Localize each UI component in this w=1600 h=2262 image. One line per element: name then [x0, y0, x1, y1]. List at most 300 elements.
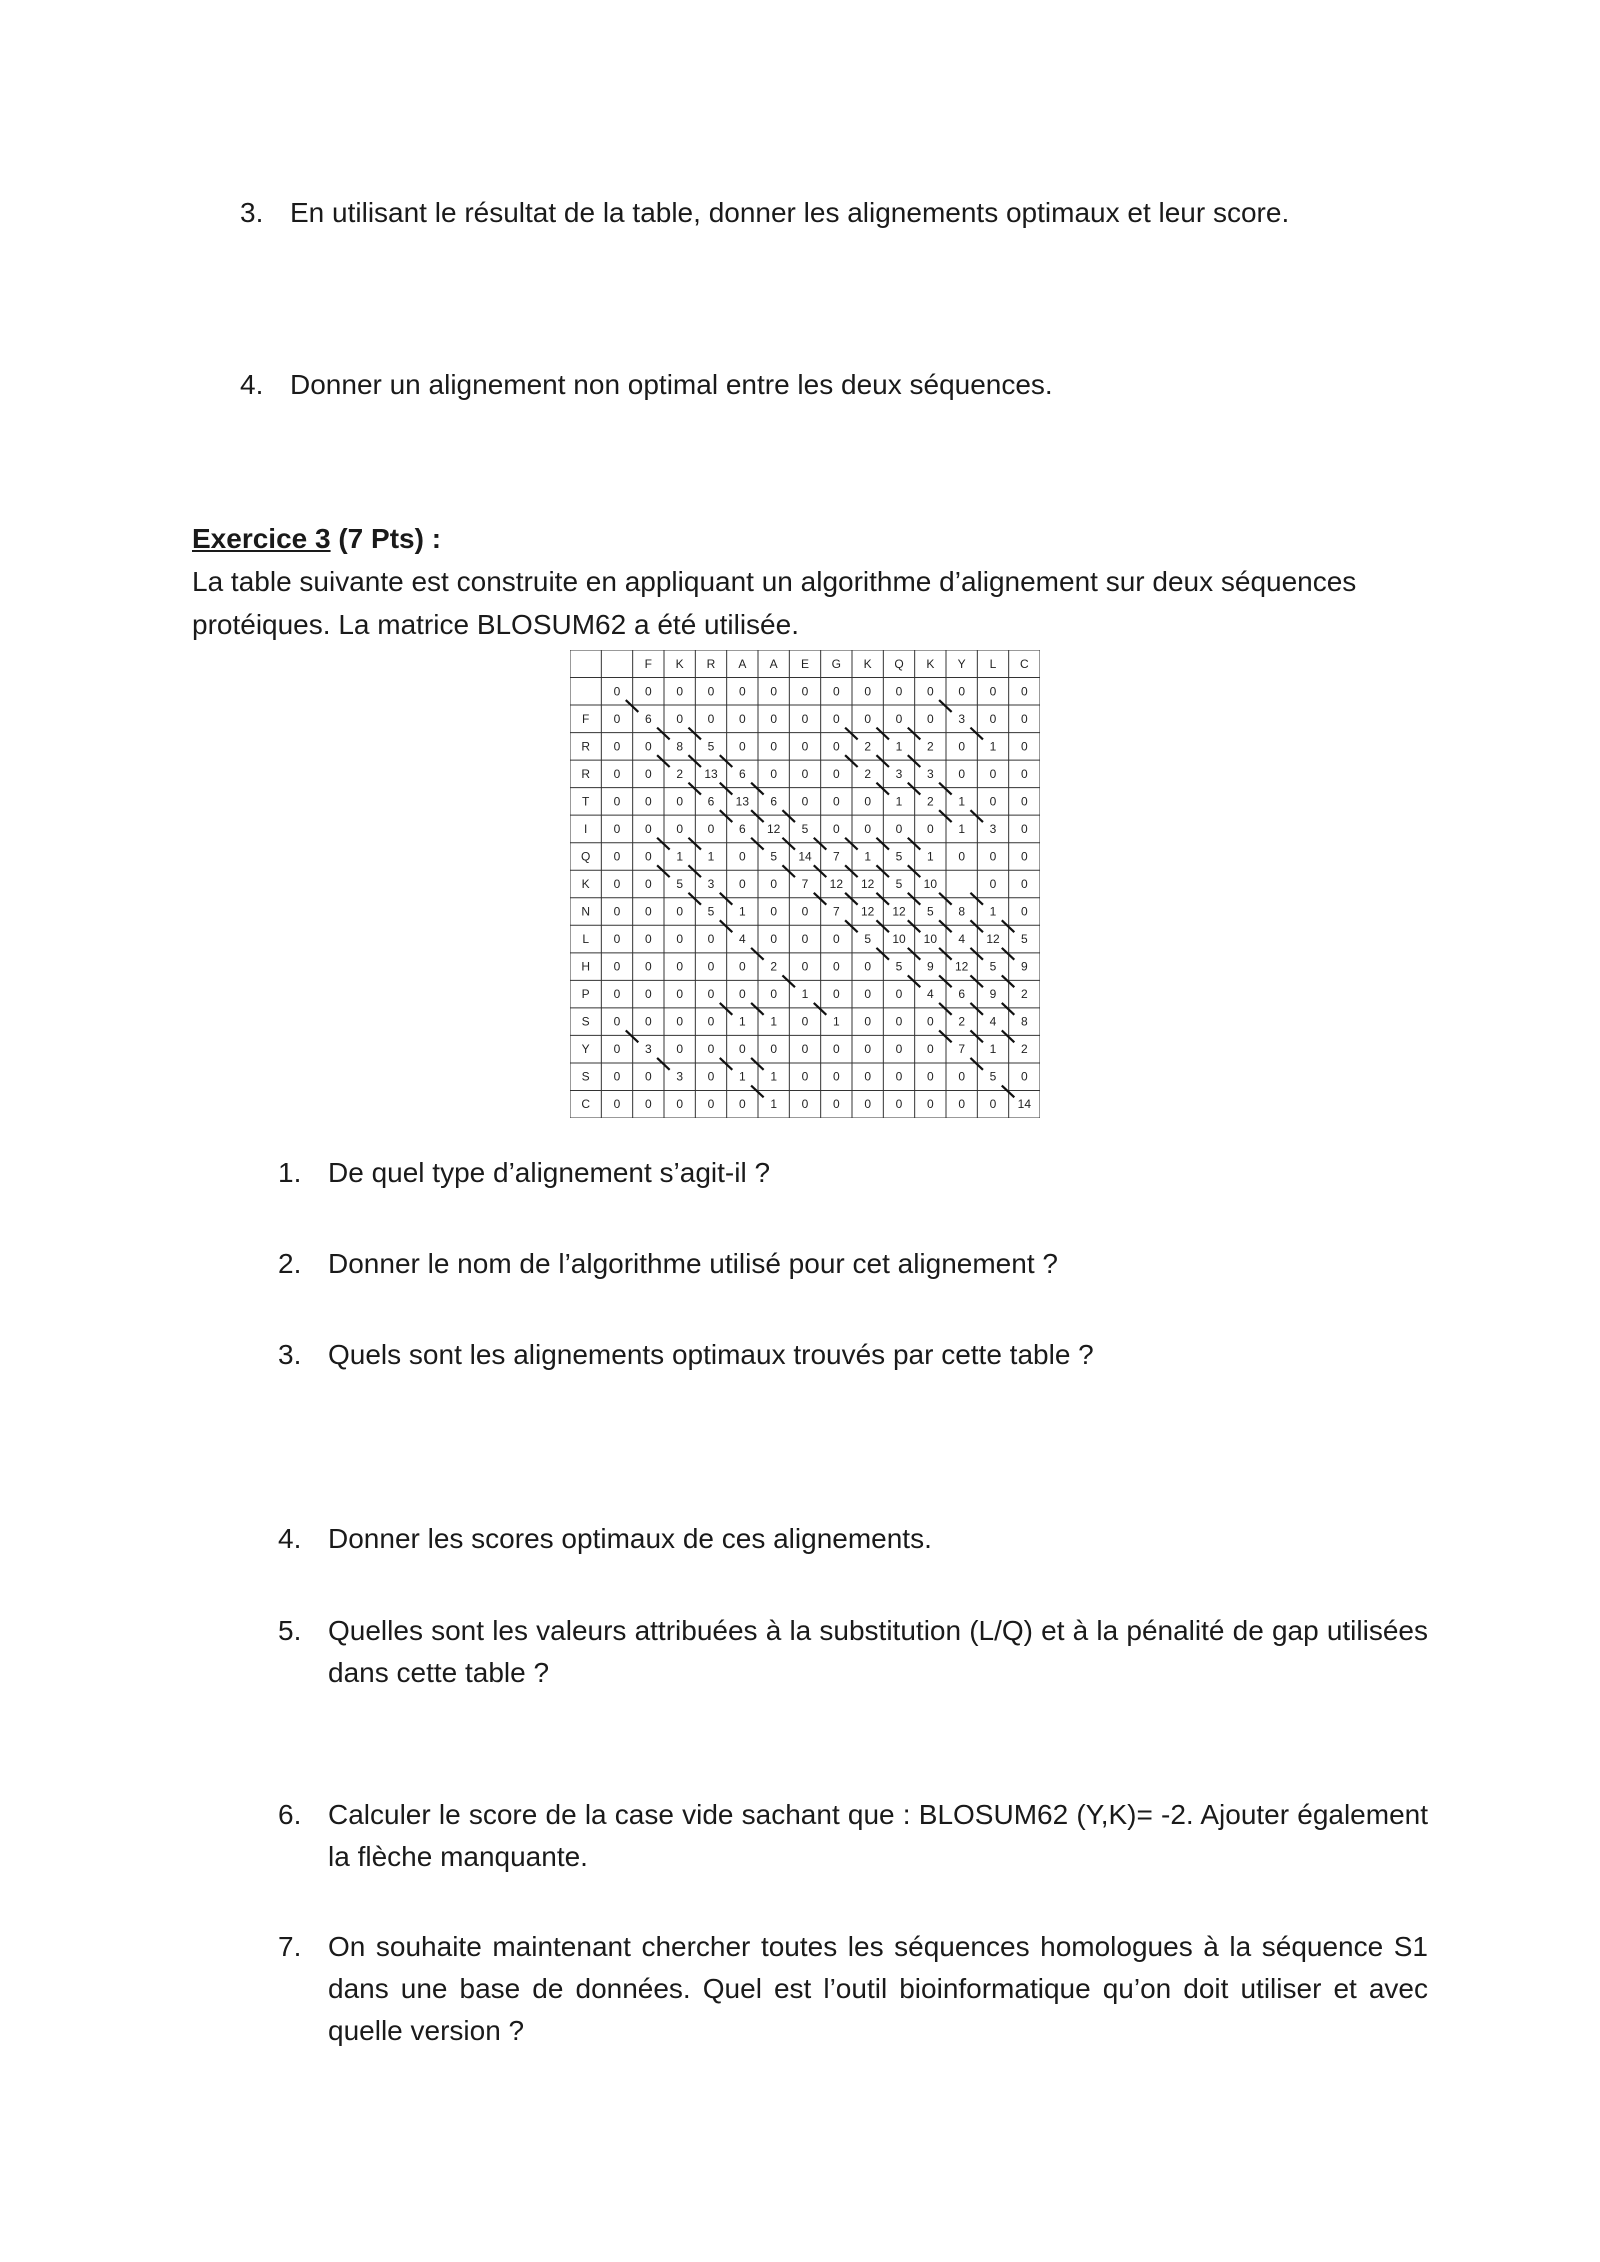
matrix-cell: 0 — [644, 849, 652, 864]
matrix-cell: 4 — [989, 1014, 997, 1029]
traceback-arrow — [720, 920, 733, 932]
traceback-arrow — [845, 838, 858, 850]
matrix-cell: 0 — [1020, 794, 1028, 809]
matrix-cell: 0 — [676, 711, 684, 726]
matrix-row-header: H — [581, 959, 591, 974]
matrix-cell: 5 — [895, 959, 903, 974]
matrix-cell: 1 — [832, 1014, 840, 1029]
matrix-cell: 12 — [829, 877, 844, 891]
matrix-cell: 0 — [770, 711, 778, 726]
matrix-cell: 6 — [958, 987, 966, 1002]
matrix-cell: 0 — [989, 711, 997, 726]
matrix-cell: 0 — [832, 684, 840, 699]
matrix-cell: 1 — [895, 739, 903, 754]
matrix-cell: 2 — [1020, 987, 1028, 1002]
matrix-cell: 14 — [798, 849, 812, 864]
exercise-intro: La table suivante est construite en appliquant un algorithme d’alignement sur deux séquences protéiques. La matrice BLOSUM62 a été utilisée. — [192, 566, 1357, 640]
question-number: 7. — [278, 1931, 302, 1962]
matrix-cell: 0 — [676, 1097, 684, 1112]
matrix-cell: 0 — [989, 1097, 997, 1112]
matrix-cell: 0 — [644, 821, 652, 836]
matrix-cell: 0 — [958, 1097, 966, 1112]
matrix-cell: 5 — [895, 849, 903, 864]
traceback-arrow — [845, 893, 858, 905]
matrix-cell: 12 — [766, 821, 781, 836]
matrix-cell: 0 — [707, 1014, 715, 1029]
matrix-cell: 0 — [958, 849, 966, 864]
matrix-cell: 0 — [770, 987, 778, 1002]
matrix-cell: 0 — [644, 766, 652, 781]
matrix-cell: 0 — [801, 1042, 809, 1057]
matrix-cell: 1 — [958, 821, 966, 836]
matrix-cell: 10 — [923, 932, 938, 947]
traceback-arrow — [751, 1003, 764, 1015]
matrix-cell: 0 — [864, 821, 872, 836]
matrix-cell: 0 — [738, 1042, 746, 1057]
matrix-row-header: T — [581, 794, 590, 809]
traceback-arrow — [720, 810, 733, 822]
matrix-cell: 7 — [832, 849, 840, 864]
question-number: 3. — [278, 1339, 302, 1370]
matrix-cell: 0 — [707, 932, 715, 947]
matrix-row-header: I — [583, 821, 588, 836]
matrix-cell: 0 — [832, 959, 840, 974]
matrix-cell: 5 — [989, 1069, 997, 1084]
matrix-cell: 0 — [801, 766, 809, 781]
matrix-cell: 0 — [644, 904, 652, 919]
matrix-cell: 4 — [958, 932, 966, 947]
matrix-cell: 4 — [926, 987, 934, 1002]
matrix-cell: 0 — [738, 959, 746, 974]
matrix-cell: 0 — [801, 959, 809, 974]
traceback-arrow — [720, 783, 733, 795]
question-4 — [278, 1518, 1428, 1560]
matrix-cell: 2 — [676, 766, 684, 781]
matrix-cell: 12 — [892, 904, 906, 919]
matrix-cell: 0 — [676, 959, 684, 974]
matrix-cell: 1 — [770, 1014, 778, 1029]
matrix-cell: 0 — [832, 794, 840, 809]
matrix-cell: 0 — [644, 739, 652, 754]
matrix-cell: 0 — [801, 739, 809, 754]
matrix-cell: 0 — [801, 932, 809, 947]
matrix-cell: 0 — [707, 684, 715, 699]
traceback-arrow — [970, 810, 983, 822]
matrix-col-header: A — [769, 656, 778, 671]
matrix-cell: 8 — [958, 904, 966, 919]
matrix-cell: 1 — [676, 849, 684, 864]
matrix-cell: 9 — [989, 987, 997, 1002]
matrix-cell: 0 — [926, 1042, 934, 1057]
matrix-cell: 0 — [738, 739, 746, 754]
traceback-arrow — [751, 1058, 764, 1070]
traceback-arrow — [688, 865, 701, 877]
question-text: Donner un alignement non optimal entre les deux séquences. — [290, 369, 1053, 400]
matrix-cell: 0 — [770, 766, 778, 781]
traceback-arrow — [970, 920, 983, 932]
question-text: De quel type d’alignement s’agit-il ? — [328, 1157, 771, 1188]
matrix-cell: 0 — [644, 877, 652, 891]
matrix-row-header: Y — [581, 1042, 590, 1057]
matrix-cell: 13 — [735, 794, 750, 809]
matrix-cell: 0 — [801, 1014, 809, 1029]
traceback-arrow — [845, 755, 858, 767]
matrix-cell: 0 — [613, 1014, 621, 1029]
matrix-cell: 5 — [864, 932, 872, 947]
matrix-cell: 0 — [613, 684, 621, 699]
matrix-cell: 5 — [707, 904, 715, 919]
question-1 — [278, 1152, 1428, 1194]
traceback-arrow — [939, 810, 952, 822]
matrix-cell: 8 — [1020, 1014, 1028, 1029]
matrix-cell: 0 — [864, 959, 872, 974]
matrix-cell: 0 — [738, 849, 746, 864]
matrix-cell: 0 — [864, 1097, 872, 1112]
matrix-cell: 2 — [770, 959, 778, 974]
matrix-cell: 0 — [676, 904, 684, 919]
matrix-cell: 0 — [1020, 766, 1028, 781]
matrix-cell: 1 — [864, 849, 872, 864]
matrix-cell: 0 — [1020, 849, 1028, 864]
matrix-cell: 0 — [613, 904, 621, 919]
matrix-cell: 0 — [644, 684, 652, 699]
matrix-cell: 0 — [801, 904, 809, 919]
matrix-cell: 0 — [832, 1042, 840, 1057]
matrix-cell: 3 — [707, 877, 715, 891]
matrix-cell: 1 — [738, 904, 746, 919]
matrix-cell: 14 — [1017, 1097, 1032, 1112]
matrix-cell: 1 — [989, 1042, 997, 1057]
matrix-col-header: A — [738, 656, 747, 671]
traceback-arrow — [876, 920, 889, 932]
matrix-cell: 0 — [801, 684, 809, 699]
matrix-cell: 0 — [926, 1069, 934, 1084]
matrix-cell: 0 — [613, 932, 621, 947]
matrix-cell: 12 — [954, 959, 969, 974]
traceback-arrow — [845, 728, 858, 740]
question-7 — [278, 1926, 1428, 2056]
question-text: Donner le nom de l’algorithme utilisé pour cet alignement ? — [328, 1248, 1058, 1279]
matrix-cell: 0 — [989, 684, 997, 699]
matrix-cell: 3 — [644, 1042, 652, 1057]
matrix-cell: 0 — [738, 684, 746, 699]
matrix-cell: 0 — [676, 684, 684, 699]
matrix-cell: 0 — [832, 711, 840, 726]
traceback-arrow — [970, 1058, 983, 1070]
question-text: Quelles sont les valeurs attribuées à la substitution (L/Q) et à la pénalité de gap utilisées dans cette table ? — [328, 1615, 1428, 1688]
traceback-arrow — [845, 920, 858, 932]
traceback-arrow — [876, 838, 889, 850]
traceback-arrow — [908, 783, 921, 795]
matrix-cell: 0 — [644, 932, 652, 947]
traceback-arrow — [908, 975, 921, 987]
traceback-arrow — [688, 755, 701, 767]
matrix-cell: 0 — [895, 711, 903, 726]
traceback-arrow — [1002, 920, 1015, 932]
matrix-row-header: N — [581, 904, 591, 919]
matrix-cell: 6 — [644, 711, 652, 726]
matrix-cell: 0 — [676, 1014, 684, 1029]
matrix-cell: 9 — [926, 959, 934, 974]
matrix-cell: 0 — [864, 684, 872, 699]
matrix-cell: 0 — [613, 711, 621, 726]
matrix-col-header: K — [863, 656, 872, 671]
matrix-row-header: P — [581, 987, 590, 1002]
matrix-cell: 0 — [958, 1069, 966, 1084]
traceback-arrow — [657, 865, 670, 877]
matrix-cell: 0 — [864, 1069, 872, 1084]
matrix-cell: 12 — [860, 904, 875, 919]
matrix-cell: 0 — [707, 1069, 715, 1084]
matrix-row-header: C — [581, 1097, 591, 1112]
matrix-cell: 0 — [1020, 739, 1028, 754]
matrix-cell: 0 — [676, 794, 684, 809]
matrix-cell: 5 — [895, 877, 903, 891]
matrix-cell: 0 — [644, 959, 652, 974]
matrix-cell: 1 — [738, 1069, 746, 1084]
traceback-arrow — [908, 838, 921, 850]
matrix-cell: 13 — [704, 766, 718, 781]
matrix-cell: 0 — [644, 1097, 652, 1112]
matrix-cell: 1 — [895, 794, 903, 809]
matrix-cell: 6 — [770, 794, 778, 809]
matrix-cell: 5 — [801, 821, 809, 836]
matrix-cell: 1 — [738, 1014, 746, 1029]
matrix-cell: 0 — [864, 987, 872, 1002]
traceback-arrow — [939, 1003, 952, 1015]
matrix-cell: 10 — [923, 877, 938, 891]
traceback-arrow — [751, 810, 764, 822]
matrix-cell: 5 — [676, 877, 684, 891]
matrix-cell: 0 — [738, 877, 746, 891]
matrix-cell: 5 — [926, 904, 934, 919]
matrix-cell: 0 — [895, 1042, 903, 1057]
question-text: Calculer le score de la case vide sachant que : BLOSUM62 (Y,K)= -2. Ajouter également la flèche manquante. — [328, 1799, 1428, 1872]
traceback-arrow — [751, 783, 764, 795]
matrix-cell: 0 — [613, 1042, 621, 1057]
matrix-cell: 12 — [860, 877, 875, 891]
matrix-cell: 5 — [989, 959, 997, 974]
matrix-cell: 0 — [832, 987, 840, 1002]
question-number: 5. — [278, 1615, 302, 1646]
matrix-cell: 0 — [770, 932, 778, 947]
matrix-cell: 3 — [676, 1069, 684, 1084]
matrix-cell: 1 — [989, 739, 997, 754]
matrix-cell: 0 — [832, 739, 840, 754]
traceback-arrow — [782, 865, 795, 877]
matrix-cell: 0 — [770, 1042, 778, 1057]
matrix-cell: 0 — [958, 766, 966, 781]
matrix-cell: 0 — [926, 684, 934, 699]
matrix-cell: 0 — [926, 1097, 934, 1112]
matrix-cell: 0 — [958, 684, 966, 699]
matrix-cell: 0 — [1020, 821, 1028, 836]
matrix-cell: 0 — [1020, 684, 1028, 699]
matrix-row-header: F — [581, 711, 590, 726]
traceback-arrow — [970, 893, 983, 905]
matrix-cell: 0 — [613, 849, 621, 864]
matrix-cell: 0 — [613, 1069, 621, 1084]
traceback-arrow — [908, 920, 921, 932]
traceback-arrow — [908, 865, 921, 877]
matrix-cell: 0 — [895, 1014, 903, 1029]
matrix-col-header: Q — [894, 656, 904, 671]
matrix-row-header: Q — [580, 849, 591, 864]
traceback-arrow — [657, 838, 670, 850]
matrix-cell: 0 — [832, 932, 840, 947]
traceback-arrow — [876, 783, 889, 795]
traceback-arrow — [688, 728, 701, 740]
traceback-arrow — [939, 1030, 952, 1042]
matrix-cell: 0 — [801, 1097, 809, 1112]
matrix-cell: 0 — [926, 821, 934, 836]
matrix-col-header: K — [675, 656, 684, 671]
traceback-arrow — [939, 920, 952, 932]
traceback-arrow — [1002, 1003, 1015, 1015]
traceback-arrow — [876, 948, 889, 960]
matrix-col-header: F — [644, 656, 653, 671]
matrix-cell: 0 — [832, 1097, 840, 1112]
traceback-arrow — [939, 893, 952, 905]
matrix-cell: 2 — [926, 794, 934, 809]
exercise-heading — [192, 518, 441, 560]
matrix-cell: 0 — [707, 987, 715, 1002]
question-text: Quels sont les alignements optimaux trouvés par cette table ? — [328, 1339, 1094, 1370]
traceback-arrow — [814, 1003, 827, 1015]
matrix-cell: 0 — [644, 1069, 652, 1084]
matrix-col-header: E — [800, 656, 810, 671]
matrix-cell: 0 — [801, 1069, 809, 1084]
traceback-arrow — [814, 893, 827, 905]
matrix-cell: 4 — [738, 932, 746, 947]
traceback-arrow — [1002, 1030, 1015, 1042]
matrix-cell: 0 — [895, 987, 903, 1002]
top-question-3 — [240, 192, 1440, 234]
matrix-cell: 0 — [644, 1014, 652, 1029]
question-text: Donner les scores optimaux de ces alignements. — [328, 1523, 932, 1554]
matrix-cell: 8 — [676, 739, 684, 754]
matrix-cell: 0 — [770, 877, 778, 891]
matrix-cell: 1 — [989, 904, 997, 919]
matrix-cell: 0 — [989, 794, 997, 809]
matrix-cell: 0 — [676, 821, 684, 836]
matrix-cell: 0 — [801, 794, 809, 809]
matrix-cell: 0 — [864, 711, 872, 726]
matrix-cell: 0 — [1020, 1069, 1028, 1084]
question-number: 4. — [278, 1523, 302, 1554]
top-question-4 — [240, 364, 1440, 406]
matrix-cell: 0 — [613, 766, 621, 781]
matrix-cell: 3 — [989, 821, 997, 836]
matrix-cell: 0 — [1020, 877, 1028, 891]
matrix-cell: 0 — [613, 821, 621, 836]
traceback-arrow — [720, 893, 733, 905]
matrix-cell: 0 — [676, 932, 684, 947]
matrix-cell: 0 — [613, 877, 621, 891]
matrix-cell: 0 — [644, 794, 652, 809]
matrix-cell: 5 — [770, 849, 778, 864]
traceback-arrow — [657, 755, 670, 767]
matrix-cell: 3 — [895, 766, 903, 781]
matrix-cell: 7 — [832, 904, 840, 919]
alignment-matrix — [570, 650, 1040, 1118]
traceback-arrow — [657, 728, 670, 740]
matrix-cell: 0 — [958, 739, 966, 754]
matrix-cell: 1 — [707, 849, 715, 864]
matrix-col-header: G — [831, 656, 842, 671]
traceback-arrow — [782, 810, 795, 822]
question-number: 2. — [278, 1248, 302, 1279]
traceback-arrow — [876, 728, 889, 740]
matrix-cell: 0 — [738, 987, 746, 1002]
matrix-cell: 2 — [958, 1014, 966, 1029]
traceback-arrow — [626, 1030, 639, 1042]
traceback-arrow — [970, 975, 983, 987]
matrix-cell: 0 — [613, 987, 621, 1002]
question-number: 4. — [240, 369, 264, 400]
traceback-arrow — [876, 893, 889, 905]
traceback-arrow — [908, 755, 921, 767]
traceback-arrow — [908, 728, 921, 740]
matrix-cell: 0 — [770, 684, 778, 699]
matrix-cell: 2 — [926, 739, 934, 754]
matrix-cell: 1 — [801, 987, 809, 1002]
traceback-arrow — [1002, 948, 1015, 960]
traceback-arrow — [970, 948, 983, 960]
matrix-cell: 12 — [986, 932, 1000, 947]
matrix-cell: 0 — [895, 1097, 903, 1112]
matrix-cell: 0 — [989, 766, 997, 781]
traceback-arrow — [720, 755, 733, 767]
question-number: 6. — [278, 1799, 302, 1830]
matrix-cell: 6 — [707, 794, 715, 809]
traceback-arrow — [657, 1058, 670, 1070]
matrix-cell: 6 — [738, 766, 746, 781]
traceback-arrow — [1002, 975, 1015, 987]
traceback-arrow — [845, 865, 858, 877]
matrix-cell: 0 — [644, 987, 652, 1002]
matrix-cell: 5 — [707, 739, 715, 754]
matrix-cell: 0 — [613, 959, 621, 974]
exercise-points: (7 Pts) : — [338, 523, 442, 554]
matrix-cell: 0 — [832, 1069, 840, 1084]
traceback-arrow — [688, 893, 701, 905]
matrix-cell: 0 — [613, 739, 621, 754]
matrix-cell: 0 — [926, 1014, 934, 1029]
traceback-arrow — [751, 948, 764, 960]
matrix-cell: 0 — [895, 684, 903, 699]
matrix-row-header: S — [581, 1014, 590, 1029]
matrix-cell: 0 — [864, 794, 872, 809]
question-3 — [278, 1334, 1428, 1376]
matrix-cell: 0 — [676, 987, 684, 1002]
traceback-arrow — [939, 975, 952, 987]
matrix-cell: 6 — [738, 821, 746, 836]
matrix-col-header: L — [989, 656, 997, 671]
matrix-cell: 9 — [1020, 959, 1028, 974]
matrix-cell: 1 — [770, 1097, 778, 1112]
question-number: 1. — [278, 1157, 302, 1188]
question-text: En utilisant le résultat de la table, donner les alignements optimaux et leur score. — [290, 197, 1290, 228]
matrix-cell: 2 — [864, 766, 872, 781]
matrix-cell: 0 — [926, 711, 934, 726]
traceback-arrow — [970, 1003, 983, 1015]
traceback-arrow — [782, 975, 795, 987]
matrix-row-header: R — [581, 766, 591, 781]
matrix-row-header: R — [581, 739, 591, 754]
matrix-cell: 0 — [613, 1097, 621, 1112]
traceback-arrow — [1002, 1086, 1015, 1098]
